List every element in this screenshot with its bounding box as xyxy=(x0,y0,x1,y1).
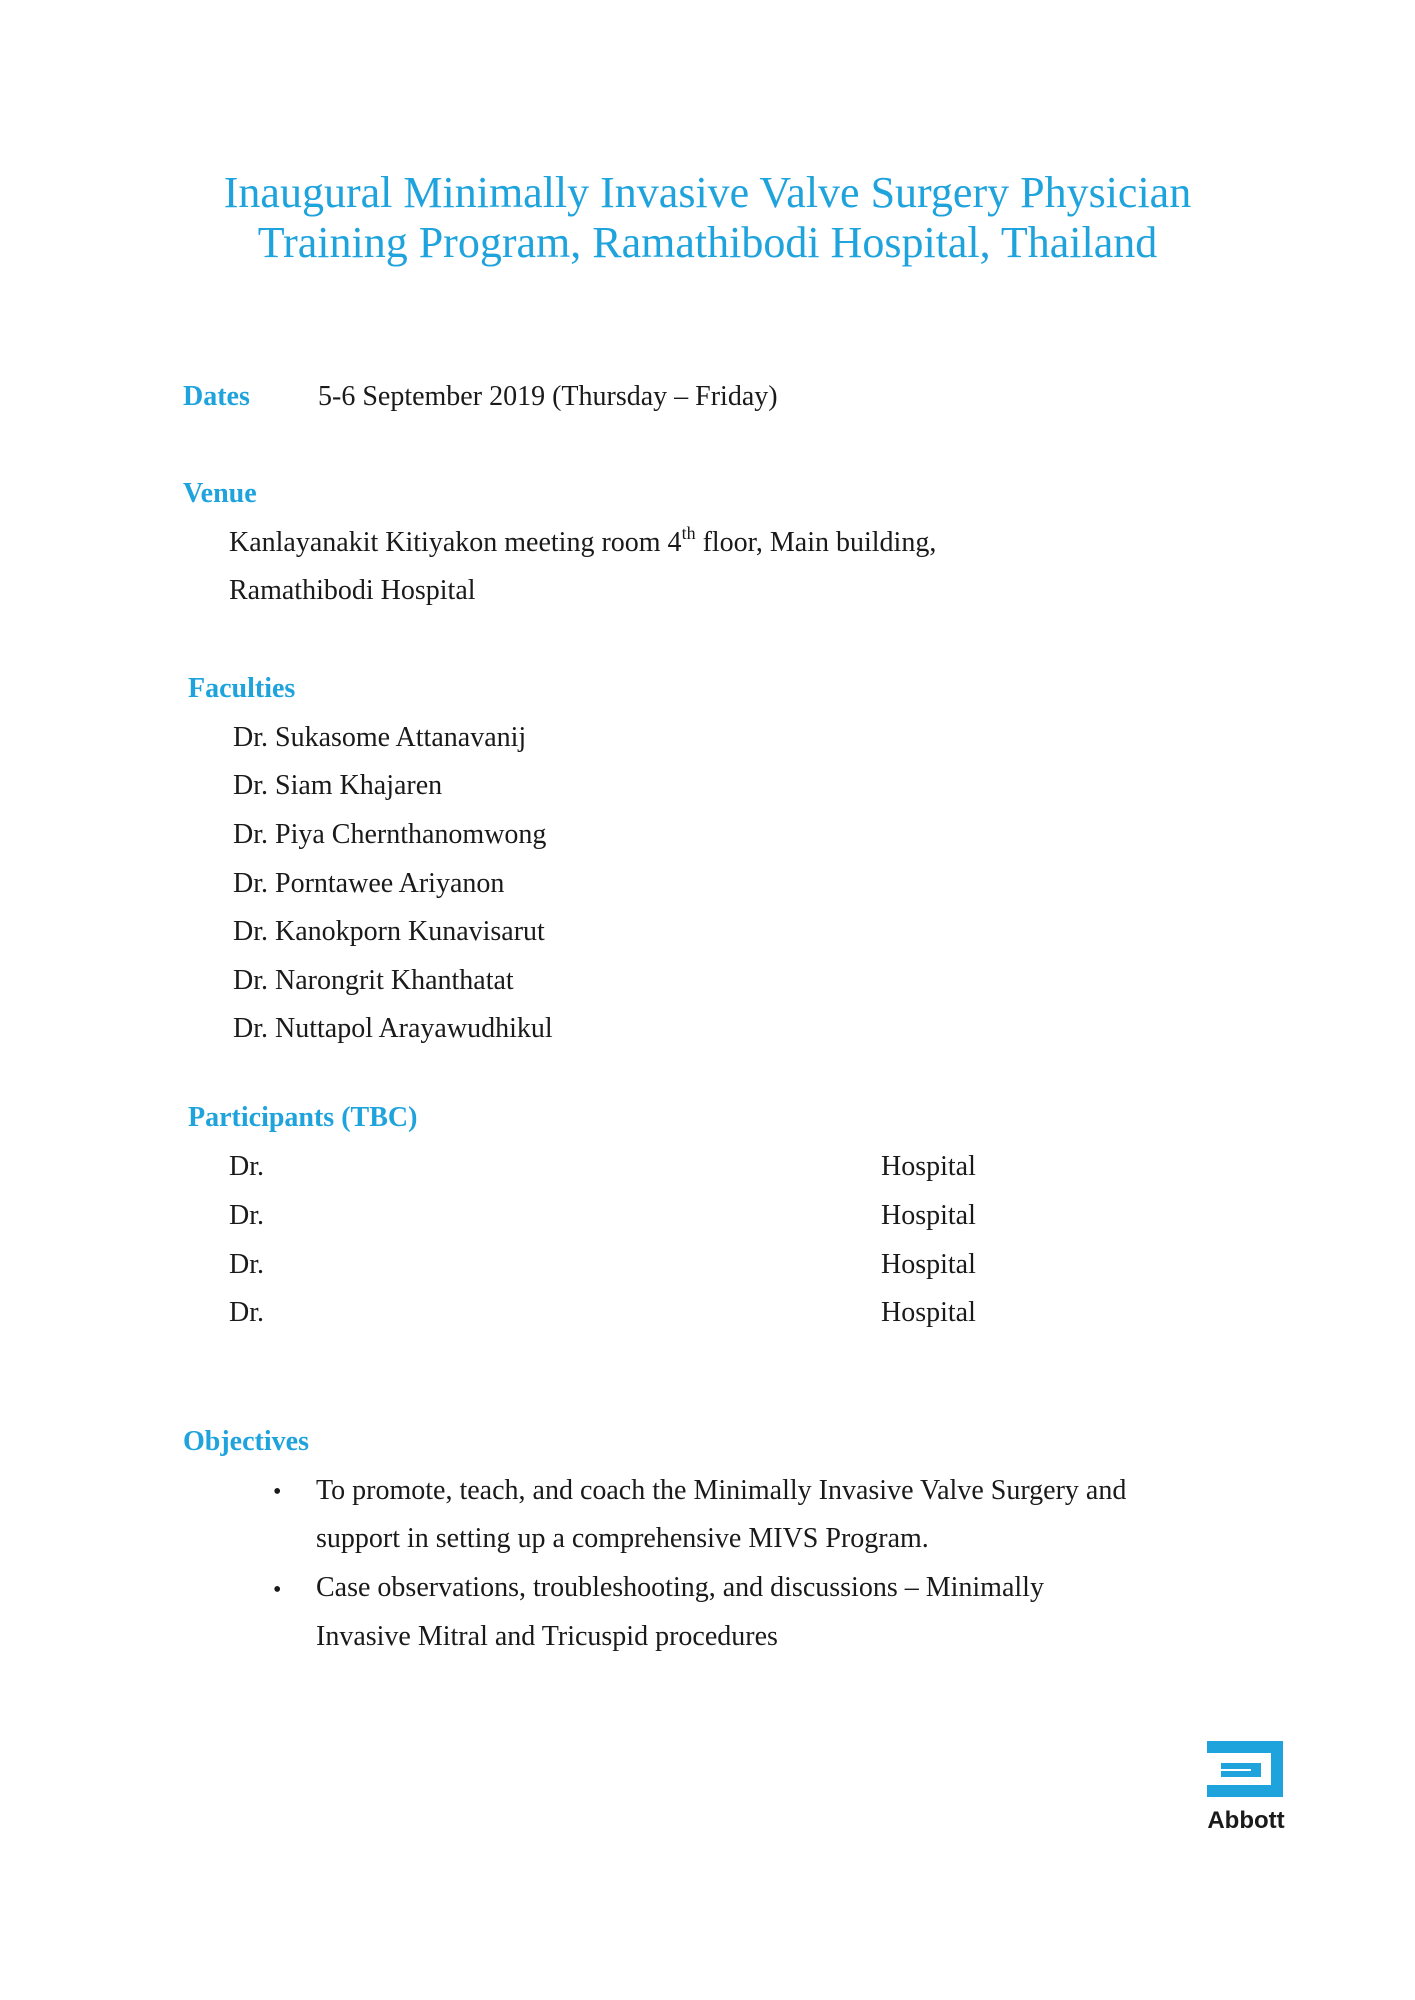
objective-1-line-1: To promote, teach, and coach the Minimally Invasive Valve Surgery and xyxy=(316,1475,1127,1506)
participants-label: Participants (TBC) xyxy=(188,1102,418,1133)
faculty-item: Dr. Nuttapol Arayawudhikul xyxy=(233,1013,553,1044)
abbott-logo-icon xyxy=(1203,1737,1287,1801)
venue-line-1-post: floor, Main building, xyxy=(695,527,937,558)
faculty-item: Dr. Narongrit Khanthatat xyxy=(233,965,514,996)
bullet-icon: • xyxy=(273,1479,282,1505)
participant-name: Dr. xyxy=(229,1297,264,1328)
dates-label: Dates xyxy=(183,381,250,412)
venue-line-1 xyxy=(229,523,937,559)
participant-hospital: Hospital xyxy=(881,1297,976,1328)
venue-line-2: Ramathibodi Hospital xyxy=(229,575,476,606)
faculty-item: Dr. Siam Khajaren xyxy=(233,770,443,801)
dates-value: 5-6 September 2019 (Thursday – Friday) xyxy=(318,381,778,412)
objective-1-line-2: support in setting up a comprehensive MIVS Program. xyxy=(316,1523,929,1554)
participant-name: Dr. xyxy=(229,1249,264,1280)
venue-line-1-pre: Kanlayanakit Kitiyakon meeting room 4 xyxy=(229,527,682,558)
participant-hospital: Hospital xyxy=(881,1200,976,1231)
faculty-item: Dr. Porntawee Ariyanon xyxy=(233,868,505,899)
bullet-icon: • xyxy=(273,1577,282,1603)
title-line-2: Training Program, Ramathibodi Hospital, Thailand xyxy=(257,218,1158,267)
faculty-item: Dr. Kanokporn Kunavisarut xyxy=(233,916,545,947)
participant-name: Dr. xyxy=(229,1200,264,1231)
objective-2-line-2: Invasive Mitral and Tricuspid procedures xyxy=(316,1621,778,1652)
venue-label: Venue xyxy=(183,478,257,509)
venue-line-1-sup: th xyxy=(681,523,696,543)
participant-hospital: Hospital xyxy=(881,1249,976,1280)
faculties-label: Faculties xyxy=(188,673,296,704)
objectives-label: Objectives xyxy=(183,1426,309,1457)
title-line-1: Inaugural Minimally Invasive Valve Surgery Physician xyxy=(223,168,1192,217)
abbott-logo-text: Abbott xyxy=(1207,1807,1285,1834)
participant-name: Dr. xyxy=(229,1151,264,1182)
objective-2-line-1: Case observations, troubleshooting, and discussions – Minimally xyxy=(316,1572,1044,1603)
participant-hospital: Hospital xyxy=(881,1151,976,1182)
faculty-item: Dr. Piya Chernthanomwong xyxy=(233,819,547,850)
faculty-item: Dr. Sukasome Attanavanij xyxy=(233,722,527,753)
document-title xyxy=(120,168,1295,268)
